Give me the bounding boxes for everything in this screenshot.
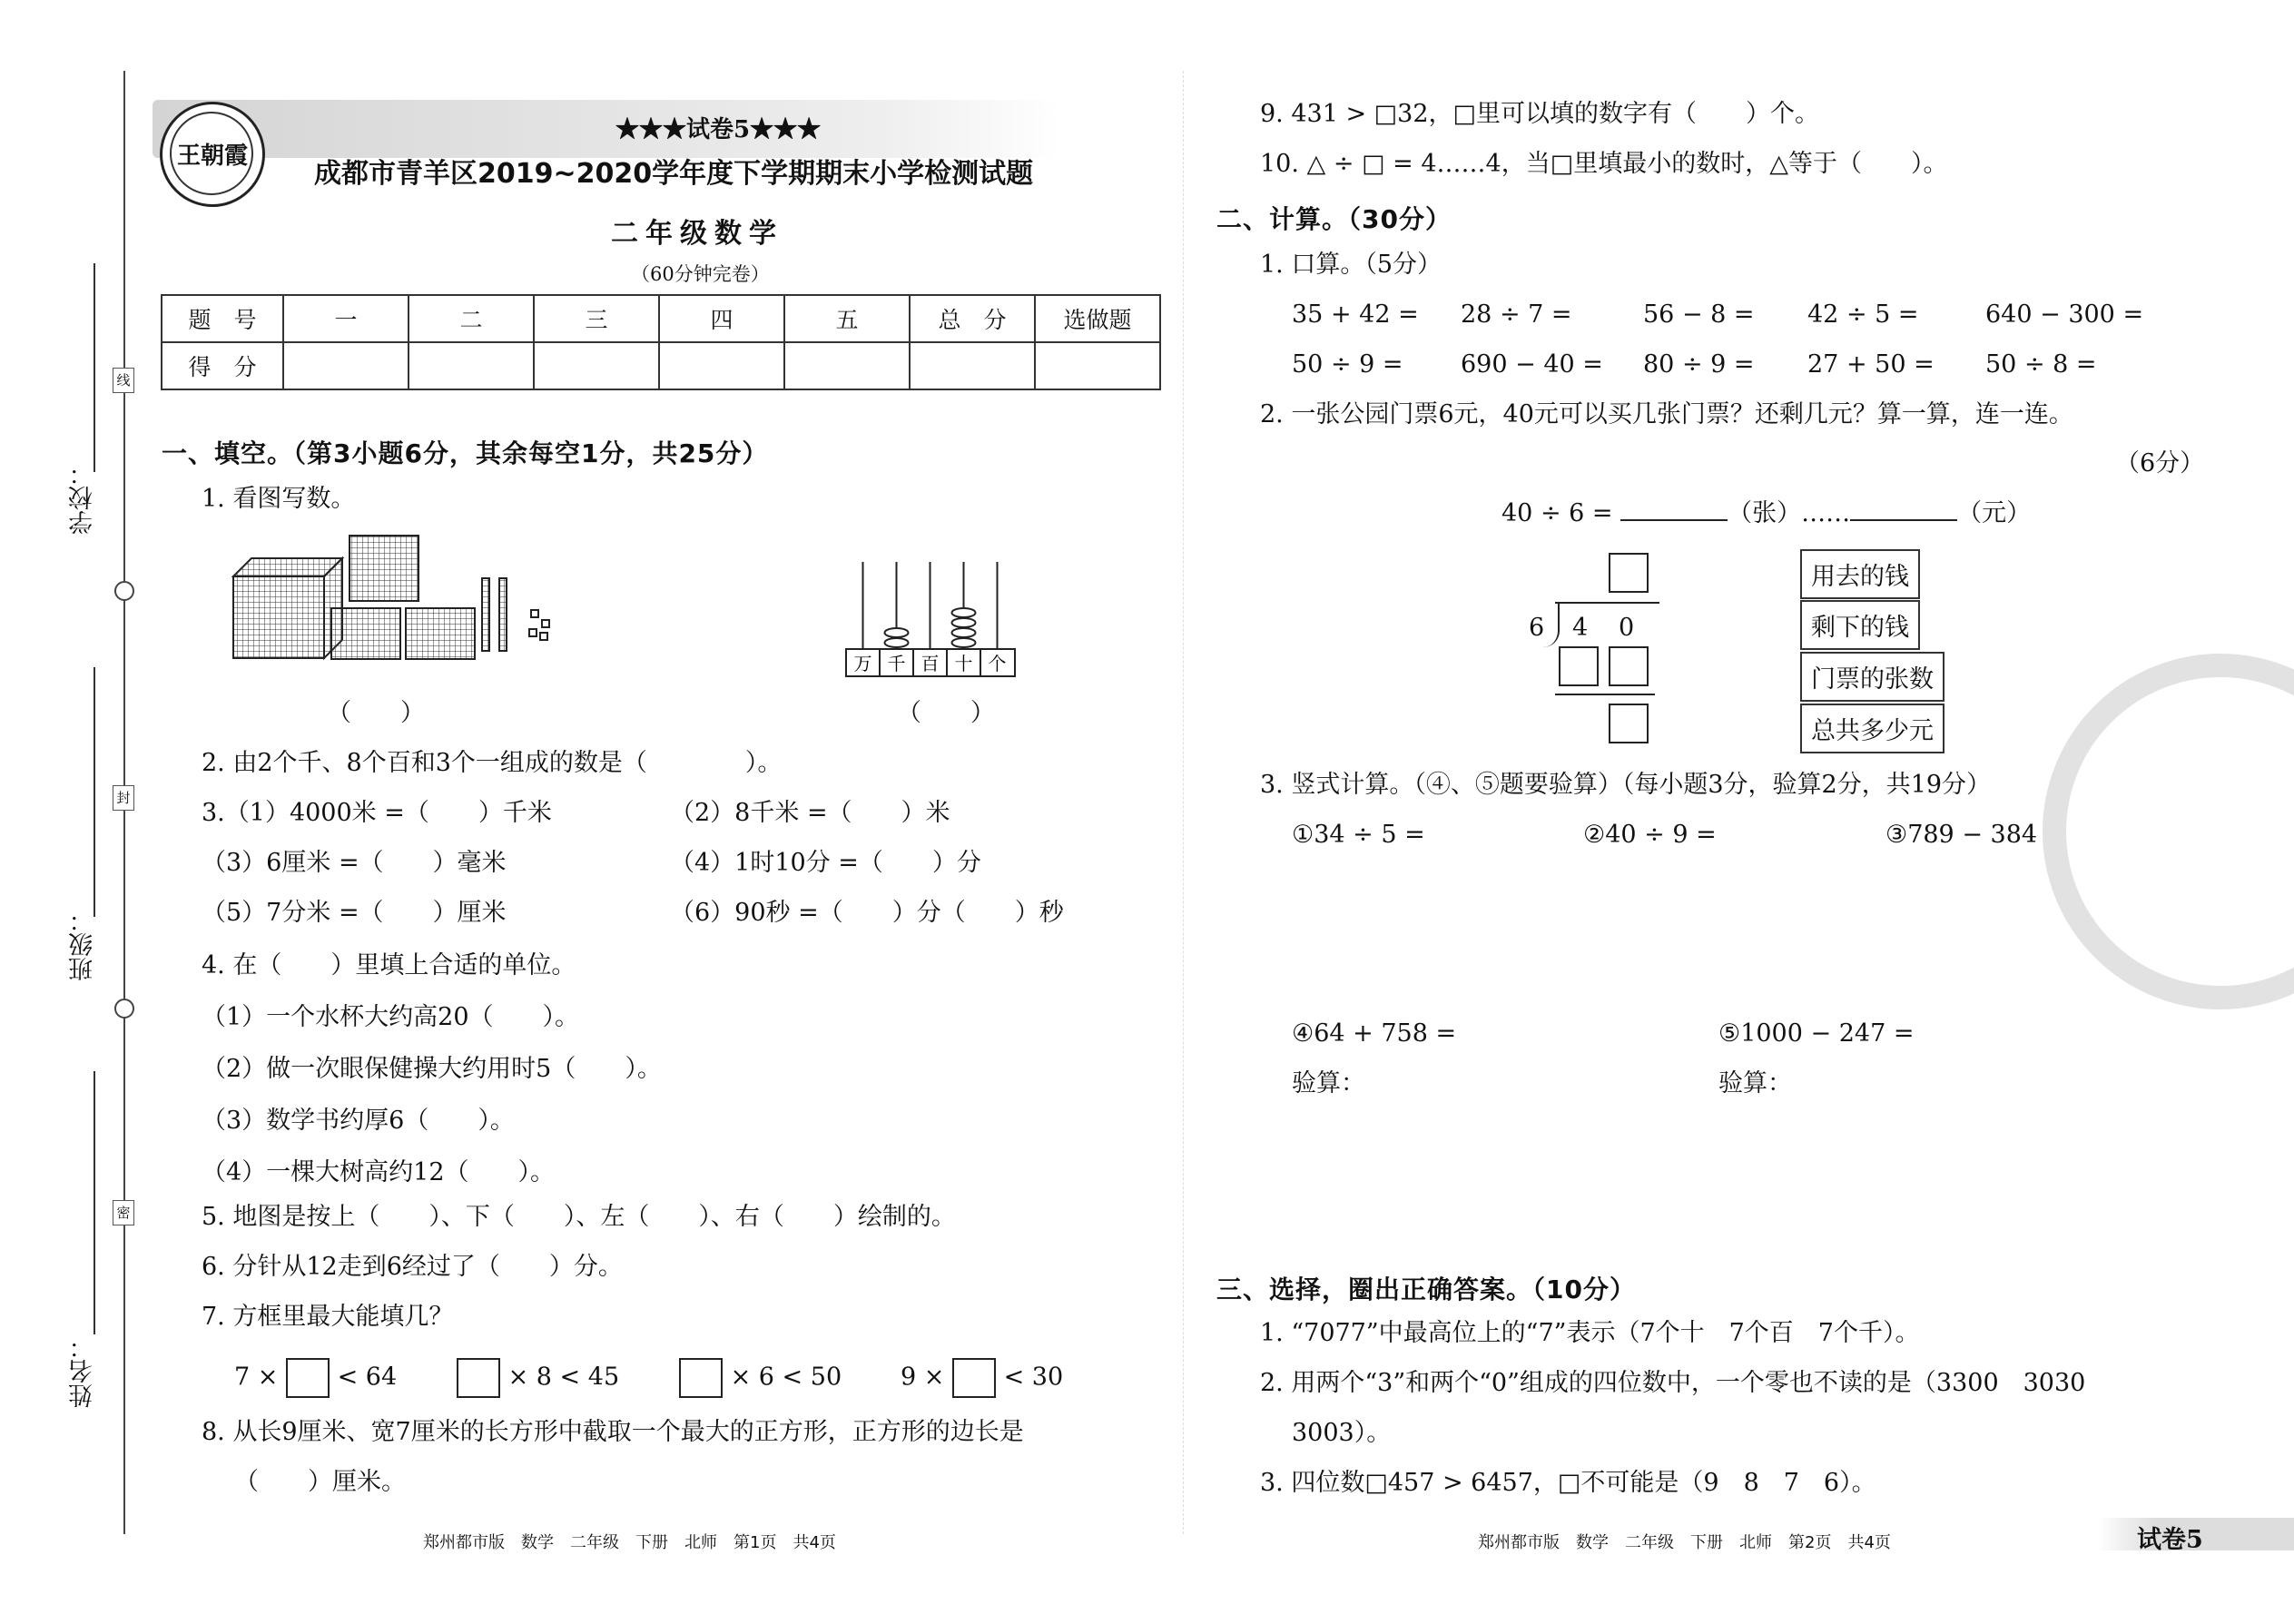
quotient-box[interactable]: [1609, 553, 1649, 593]
name-field[interactable]: [94, 1071, 95, 1334]
oral-calc-2: 28 ÷ 7 =: [1461, 300, 1572, 329]
divisor: 6: [1529, 614, 1545, 642]
score-cell: 一: [283, 295, 409, 342]
score-cell: 得 分: [162, 342, 283, 389]
s2-q2-equation: [1501, 501, 2031, 526]
score-cell[interactable]: [659, 342, 784, 389]
title-ribbon: [153, 100, 1060, 158]
hundred-flat-icon: [350, 536, 418, 601]
q7-item-c: [679, 1358, 842, 1398]
s2-q2-score: （6分）: [2115, 449, 2205, 477]
product-box[interactable]: [1609, 646, 1649, 686]
subtraction-bar: [1555, 694, 1655, 695]
remainder-answer-blank[interactable]: [1850, 519, 1957, 521]
match-label-money-used[interactable]: 用去的钱: [1800, 549, 1920, 599]
q3-3-text: （3）6厘米 =（ ）毫米: [202, 849, 507, 877]
q2-text: 2. 由2个千、8个百和3个一组成的数是（ ）。: [202, 749, 783, 777]
q8-text-line2: （ ）厘米。: [234, 1468, 406, 1496]
score-cell[interactable]: [784, 342, 910, 389]
abacus-bead: [952, 618, 976, 627]
q7-c-suffix: × 6 < 50: [730, 1363, 842, 1392]
footer-left: 郑州都市版 数学 二年级 下册 北师 第1页 共4页: [423, 1533, 836, 1552]
q7-b-suffix: × 8 < 45: [507, 1363, 620, 1392]
school-field[interactable]: [94, 263, 95, 472]
q7-item-b: [457, 1358, 619, 1398]
q7-d-prefix: 9 ×: [901, 1363, 945, 1392]
school-label: 学校：: [69, 461, 97, 535]
q5-text: 5. 地图是按上（ ）、下（ ）、左（ ）、右（ ）绘制的。: [202, 1203, 956, 1231]
class-label: 班级：: [69, 908, 97, 981]
q3-4-text: （4）1时10分 =（ ）分: [670, 849, 981, 877]
match-label-money-left[interactable]: 剩下的钱: [1800, 600, 1920, 650]
duration-note: （60分钟完卷）: [631, 263, 770, 285]
abacus-bead: [952, 608, 976, 617]
oral-calc-4: 42 ÷ 5 =: [1807, 300, 1919, 329]
q3-1-text: 3.（1）4000米 =（ ）千米: [202, 799, 552, 827]
s3-q3-text: 3. 四位数□457 > 6457，□不可能是（9 8 7 6）。: [1260, 1469, 1876, 1497]
q3-2-text: （2）8千米 =（ ）米: [670, 799, 950, 827]
q1-answer-blank-abacus[interactable]: （ ）: [897, 699, 995, 727]
q8-text-line1: 8. 从长9厘米、宽7厘米的长方形中截取一个最大的正方形，正方形的边长是: [202, 1418, 1024, 1446]
subject-title: 二年级数学: [611, 218, 783, 250]
eq-part-c: （元）: [1957, 499, 2032, 527]
vertical-calc-3: ③789 − 384 =: [1885, 821, 2066, 849]
q7-b-answer-box[interactable]: [457, 1358, 500, 1398]
binding-hole-icon: [114, 581, 134, 601]
score-table-score-row: [162, 342, 1160, 389]
score-cell[interactable]: [409, 342, 534, 389]
ten-rod-icon: [499, 578, 507, 651]
abacus-place-label: 千: [887, 653, 906, 674]
dividend-digit: 0: [1619, 614, 1635, 642]
division-bar: [1555, 602, 1659, 604]
abacus-place-label: 个: [988, 653, 1007, 674]
q7-item-a: [234, 1358, 397, 1398]
seal-mark-mi: 密: [113, 1200, 134, 1225]
q10-text: 10. △ ÷ □ = 4……4，当□里填最小的数时，△等于（ ）。: [1260, 150, 1948, 178]
s3-q2-text-line2: 3003）。: [1292, 1419, 1392, 1447]
binding-hole-icon: [114, 999, 134, 1019]
q4-1-text: （1）一个水杯大约高20（ ）。: [202, 1003, 580, 1031]
page-divider: [1183, 71, 1184, 1534]
seal-mark-feng: 封: [113, 785, 134, 811]
q4-4-text: （4）一棵大树高约12（ ）。: [202, 1158, 556, 1186]
footer-right: 郑州都市版 数学 二年级 下册 北师 第2页 共4页: [1478, 1533, 1891, 1552]
oral-calc-3: 56 − 8 =: [1643, 300, 1755, 329]
base-ten-blocks-figure: [231, 531, 567, 663]
remainder-box[interactable]: [1609, 704, 1649, 743]
section-2-title: 二、计算。（30分）: [1216, 204, 1452, 234]
vertical-calc-5: ⑤1000 − 247 =: [1718, 1019, 1915, 1048]
vertical-calc-4: ④64 + 758 =: [1292, 1019, 1457, 1048]
match-label-total-money[interactable]: 总共多少元: [1800, 704, 1944, 753]
q9-text: 9. 431 > □32，□里可以填的数字有（ ）个。: [1260, 100, 1820, 128]
q7-item-d: [901, 1358, 1063, 1398]
q7-d-suffix: < 30: [1003, 1363, 1064, 1392]
unit-cubes-icon: [529, 610, 549, 640]
watermark-stamp-icon: [2043, 654, 2294, 1009]
section-1-title: 一、填空。（第3小题6分，其余每空1分，共25分）: [162, 438, 769, 468]
s2-q1-text: 1. 口算。（5分）: [1260, 251, 1442, 279]
oral-calc-10: 50 ÷ 8 =: [1985, 350, 2097, 379]
q7-c-answer-box[interactable]: [679, 1358, 723, 1398]
check-label-4: 验算：: [1292, 1069, 1365, 1097]
score-cell: 总 分: [910, 295, 1035, 342]
q6-text: 6. 分针从12走到6经过了（ ）分。: [202, 1253, 623, 1281]
q3-5-text: （5）7分米 =（ ）厘米: [202, 899, 507, 927]
thousand-cube-icon: [233, 558, 342, 658]
abacus-place-label: 万: [853, 653, 872, 674]
vertical-calc-2: ②40 ÷ 9 =: [1583, 821, 1717, 849]
score-cell: 选做题: [1035, 295, 1160, 342]
eq-part-b: （张）……: [1728, 499, 1851, 527]
s2-q2-text: 2. 一张公园门票6元，40元可以买几张门票？还剩几元？算一算，连一连。: [1260, 400, 2073, 428]
score-table: [161, 294, 1161, 390]
hundred-flat-icon: [331, 608, 400, 659]
oral-calc-7: 690 − 40 =: [1461, 350, 1603, 379]
hundred-flat-icon: [406, 608, 475, 659]
oral-calc-5: 640 − 300 =: [1985, 300, 2144, 329]
q4-3-text: （3）数学书约厚6（ ）。: [202, 1107, 515, 1135]
oral-calc-8: 80 ÷ 9 =: [1643, 350, 1755, 379]
score-cell: 四: [659, 295, 784, 342]
oral-calc-9: 27 + 50 =: [1807, 350, 1935, 379]
q7-d-answer-box[interactable]: [952, 1358, 996, 1398]
name-label: 姓名：: [69, 1334, 97, 1408]
eq-part-a: 40 ÷ 6 =: [1501, 499, 1613, 527]
vertical-calc-1: ①34 ÷ 5 =: [1292, 821, 1425, 849]
exam-title: 成都市青羊区2019~2020学年度下学期期末小学检测试题: [314, 158, 1034, 190]
score-cell: 三: [534, 295, 659, 342]
abacus-bead: [885, 638, 909, 647]
product-box[interactable]: [1559, 646, 1599, 686]
s3-q2-text-line1: 2. 用两个“3”和两个“0”组成的四位数中，一个零也不读的是（3300 3030: [1260, 1369, 2086, 1397]
q3-6-text: （6）90秒 =（ ）分（ ）秒: [670, 899, 1064, 927]
dividend-digit: 4: [1572, 614, 1589, 642]
brand-logo: [160, 102, 265, 207]
score-cell[interactable]: [283, 342, 409, 389]
score-cell[interactable]: [910, 342, 1035, 389]
q1-answer-blank-blocks[interactable]: （ ）: [327, 699, 425, 727]
abacus-bead: [885, 628, 909, 637]
paper-number: ★★★试卷5★★★: [615, 116, 822, 143]
score-cell[interactable]: [1035, 342, 1160, 389]
s3-q1-text: 1. “7077”中最高位上的“7”表示（7个十 7个百 7个千）。: [1260, 1319, 1920, 1347]
score-cell: 五: [784, 295, 910, 342]
abacus-place-label: 十: [954, 653, 973, 674]
q4-2-text: （2）做一次眼保健操大约用时5（ ）。: [202, 1055, 662, 1083]
ten-rod-icon: [482, 578, 489, 651]
score-table-header-row: [162, 295, 1160, 342]
check-label-5: 验算：: [1718, 1069, 1792, 1097]
q7-text: 7. 方框里最大能填几？: [202, 1303, 454, 1331]
abacus-figure: [844, 558, 1017, 681]
tickets-answer-blank[interactable]: [1620, 519, 1728, 521]
q7-a-answer-box[interactable]: [286, 1358, 330, 1398]
score-cell: 二: [409, 295, 534, 342]
q7-a-prefix: 7 ×: [234, 1363, 279, 1392]
abacus-place-label: 百: [921, 653, 940, 674]
q4-text: 4. 在（ ）里填上合适的单位。: [202, 951, 576, 979]
logo-text: 王朝霞: [176, 143, 248, 170]
seal-mark-xian: 线: [113, 368, 134, 393]
oral-calc-1: 35 + 42 =: [1292, 300, 1419, 329]
q1-text: 1. 看图写数。: [202, 485, 356, 513]
score-cell[interactable]: [534, 342, 659, 389]
q7-a-suffix: < 64: [337, 1363, 398, 1392]
abacus-bead: [952, 628, 976, 637]
oral-calc-6: 50 ÷ 9 =: [1292, 350, 1403, 379]
footer-badge: 试卷5: [2137, 1526, 2203, 1554]
score-cell: 题 号: [162, 295, 283, 342]
abacus-bead: [952, 638, 976, 647]
s2-q3-text: 3. 竖式计算。（④、⑤题要验算）（每小题3分，验算2分，共19分）: [1260, 771, 1992, 799]
match-label-ticket-count[interactable]: 门票的张数: [1800, 652, 1944, 702]
section-3-title: 三、选择，圈出正确答案。（10分）: [1216, 1275, 1636, 1304]
class-field[interactable]: [94, 667, 95, 917]
